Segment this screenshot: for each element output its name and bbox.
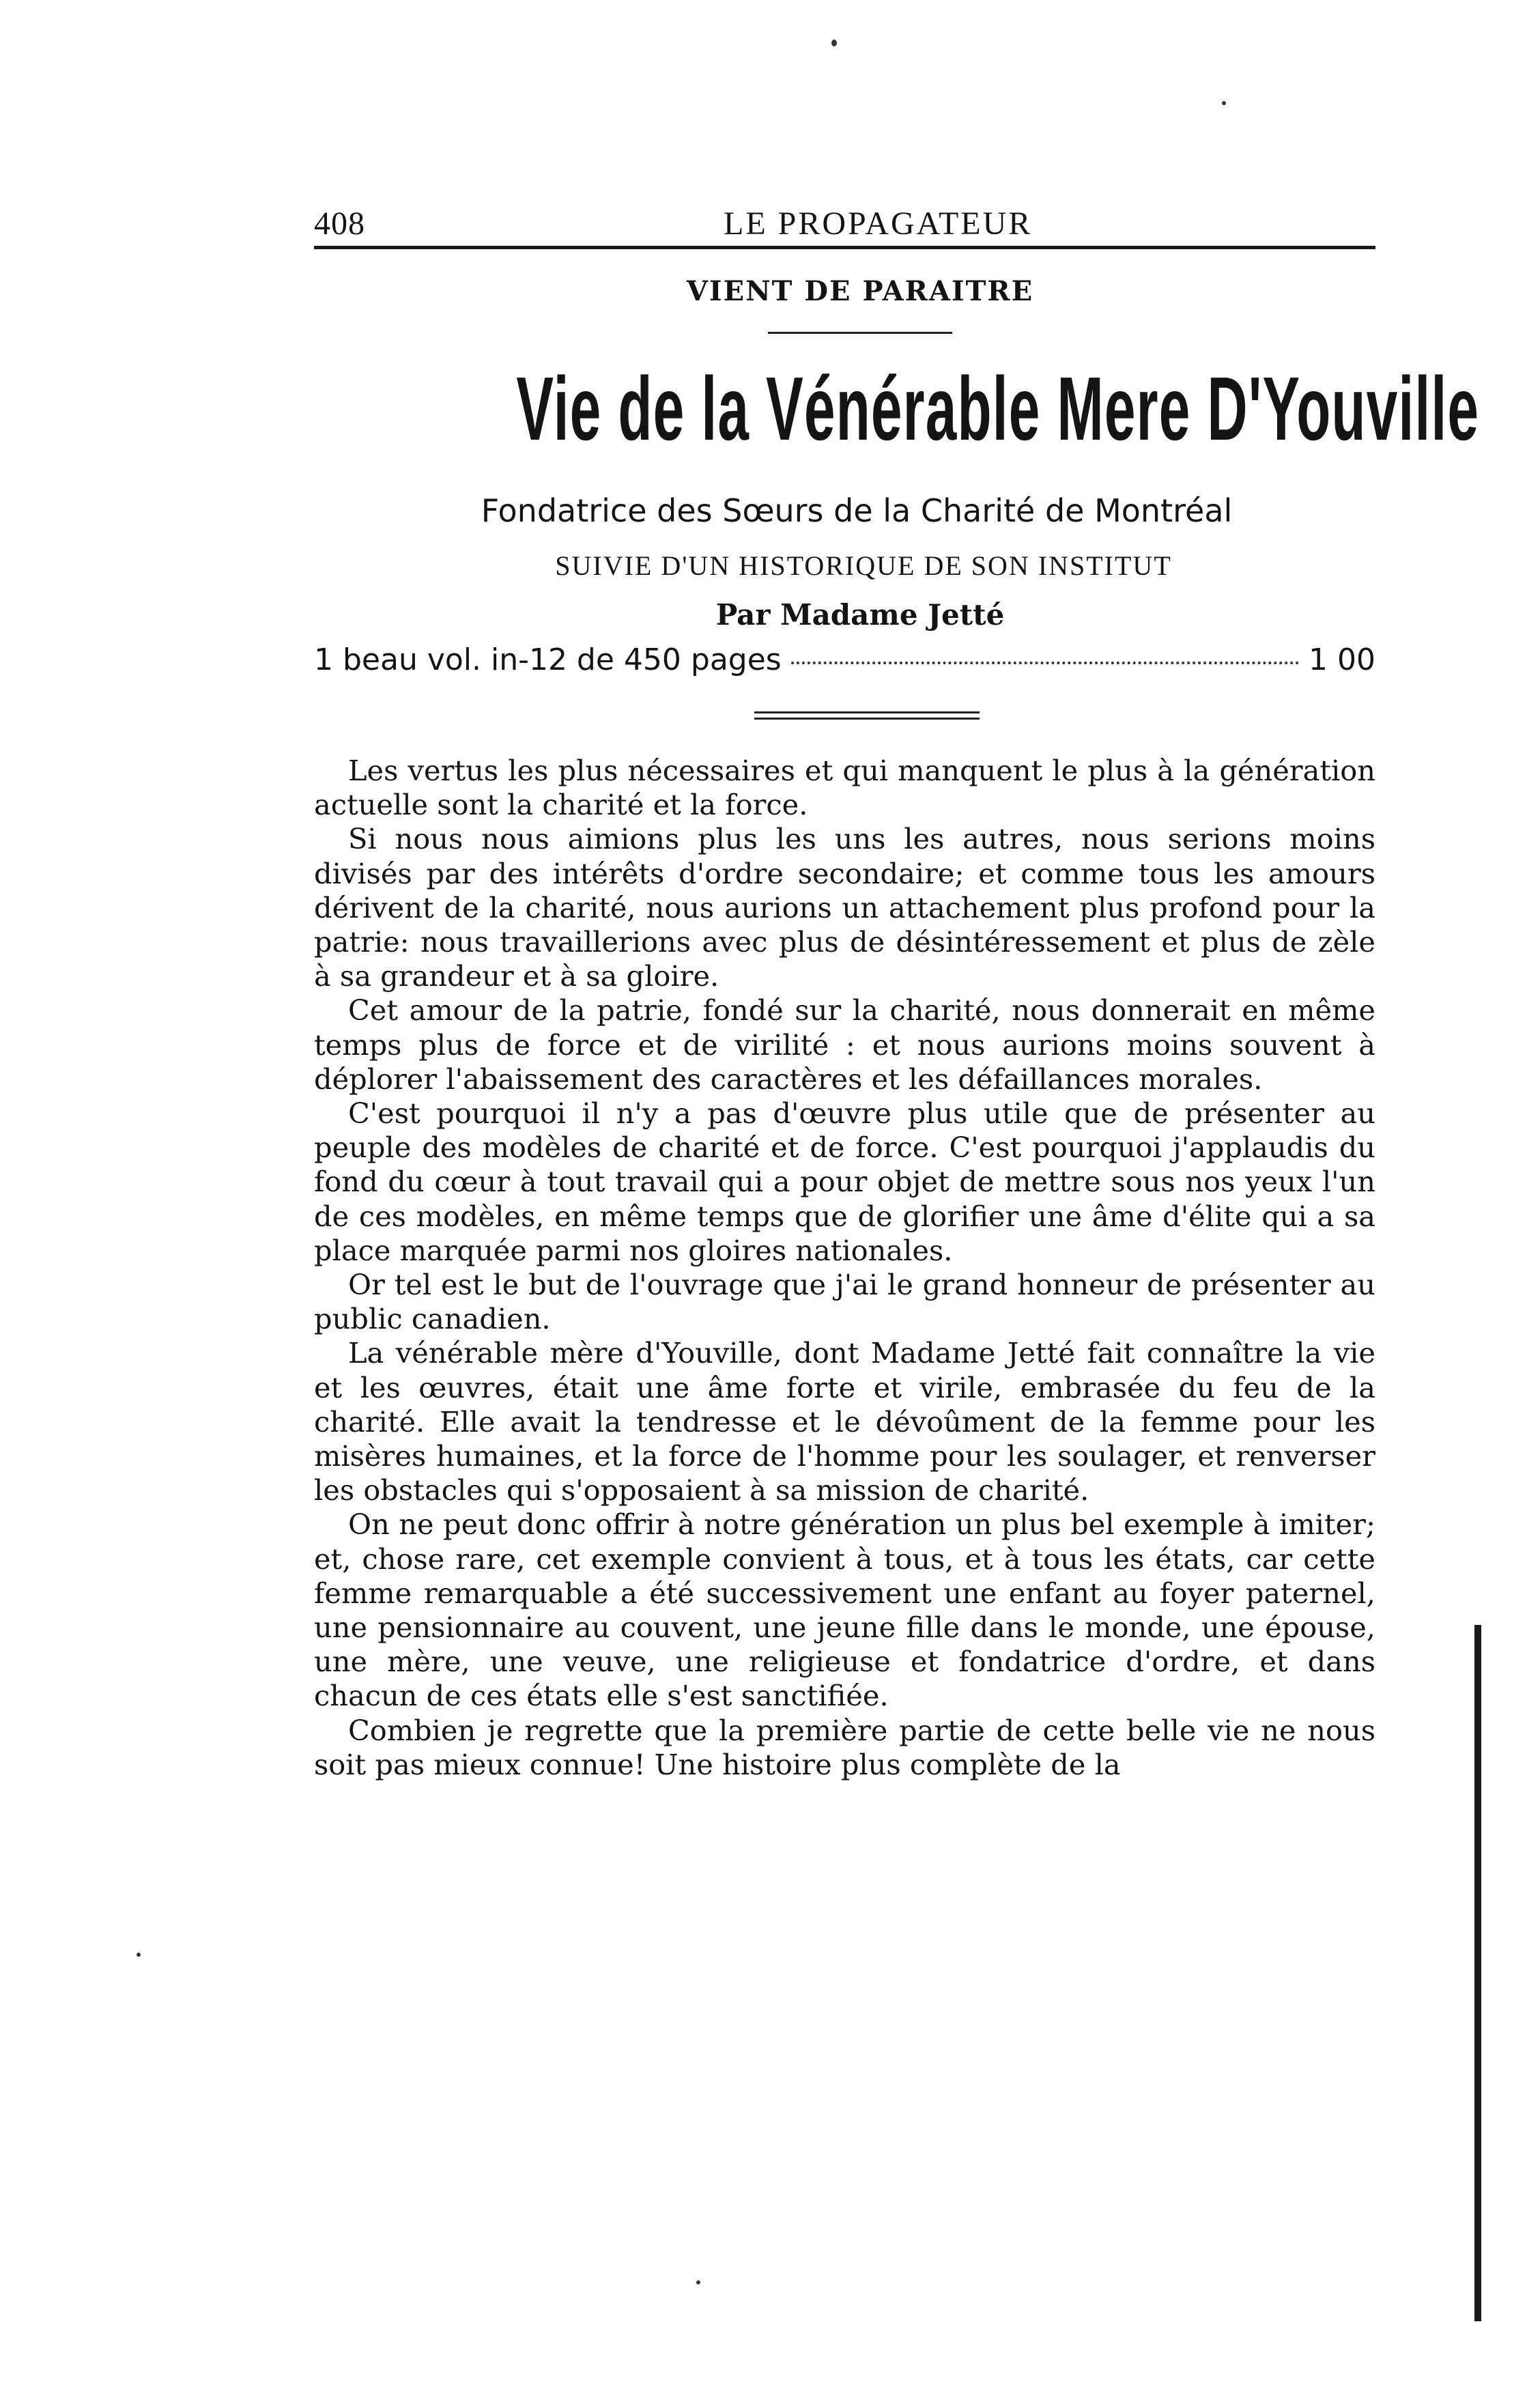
article-body: [314, 754, 1375, 1782]
journal-title: LE PROPAGATEUR: [724, 206, 1033, 242]
paragraph: Or tel est le but de l'ouvrage que j'ai le grand honneur de présenter au public canadien.: [314, 1268, 1375, 1336]
page: [314, 198, 1480, 1782]
title-divider: [768, 332, 952, 334]
scan-speck: [1222, 101, 1226, 105]
header-rule: [314, 246, 1375, 249]
paragraph: Combien je regrette que la première partie de cette belle vie ne nous soit pas mieux connue! Une histoire plus complète de la: [314, 1713, 1375, 1781]
paragraph: On ne peut donc offrir à notre génération un plus bel exemple à imiter; et, chose rare, cet exemple convient à tous, et à tous les états, car cette femme remarquable a été successivement une enfant au foyer paternel, une pensionnaire au couvent, une jeune fille dans le monde, une épouse, une mère, une veuve, une religieuse et fondatrice d'ordre, et dans chacun de ces états elle s'est sanctifiée.: [314, 1507, 1375, 1713]
announcement-heading: VIENT DE PARAITRE: [686, 275, 1034, 307]
section-divider: [754, 711, 980, 720]
page-number: 408: [314, 206, 365, 242]
price: 1 00: [1309, 642, 1375, 677]
price-listing: [314, 642, 1375, 677]
paragraph: La vénérable mère d'Youville, dont Madame Jetté fait connaître la vie et les œuvres, était une âme forte et virile, embrasée du feu de la charité. Elle avait la tendresse et le dévoûment de la femme pour les misères humaines, et la force de l'homme pour les soulager, et renverser les obstacles qui s'opposaient à sa mission de charité.: [314, 1336, 1375, 1507]
running-header: [314, 198, 1379, 246]
paragraph: Les vertus les plus nécessaires et qui manquent le plus à la génération actuelle sont la charité et la force.: [314, 754, 1375, 822]
scan-speck: [831, 40, 837, 46]
book-title: Vie de la Vénérable Mere D'Youville: [516, 358, 1480, 459]
book-subtitle: Fondatrice des Sœurs de la Charité de Montréal: [481, 492, 1233, 529]
paragraph: Si nous nous aimions plus les uns les autres, nous serions moins divisés par des intérêts d'ordre secondaire; et comme tous les amours dérivent de la charité, nous aurions un attachement plus profond pour la patrie: nous travaillerions avec plus de désintéressement et plus de zèle à sa grandeur et à sa gloire.: [314, 822, 1375, 993]
volume-description: 1 beau vol. in-12 de 450 pages: [314, 642, 782, 677]
scan-speck: [696, 2280, 700, 2284]
paragraph: Cet amour de la patrie, fondé sur la charité, nous donnerait en même temps plus de force et de virilité : et nous aurions moins souvent à déplorer l'abaissement des caractères et les défaillances morales.: [314, 993, 1375, 1096]
scan-speck: [137, 1953, 141, 1957]
book-author: Par Madame Jetté: [715, 598, 1005, 632]
book-subtitle-secondary: SUIVIE D'UN HISTORIQUE DE SON INSTITUT: [555, 550, 1172, 581]
paragraph: C'est pourquoi il n'y a pas d'œuvre plus utile que de présenter au peuple des modèles de charité et de force. C'est pourquoi j'applaudis du fond du cœur à tout travail qui a pour objet de mettre sous nos yeux l'un de ces modèles, en même temps que de glorifier une âme d'élite qui a sa place marquée parmi nos gloires nationales.: [314, 1096, 1375, 1267]
dot-leader: [791, 662, 1299, 664]
scan-margin-mark: [1474, 1625, 1481, 2321]
